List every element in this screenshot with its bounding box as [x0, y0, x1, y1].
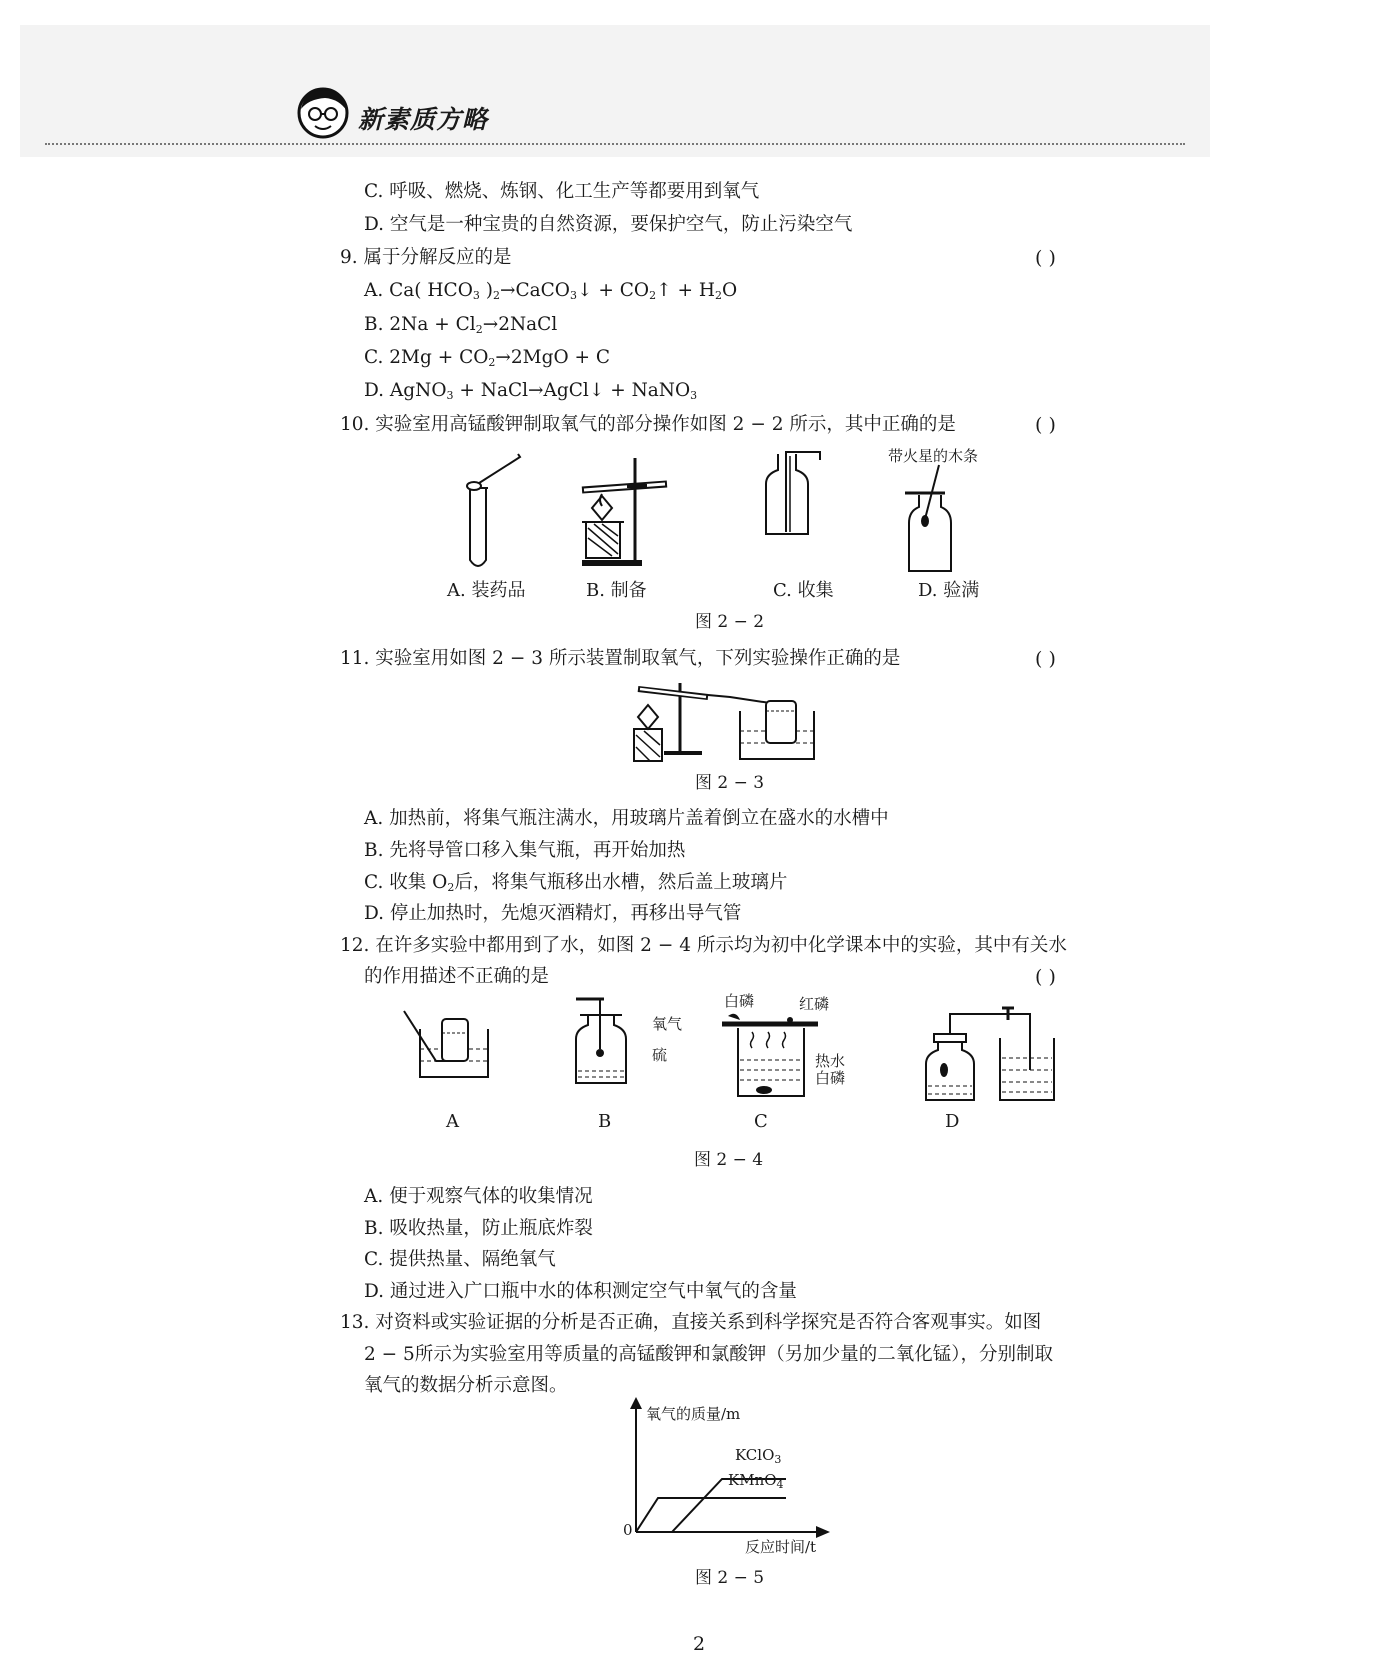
label-white-phosphorus-top: 白磷: [724, 992, 755, 1010]
fig22-label-a: A. 装药品: [447, 580, 526, 601]
q9-stem: 9. 属于分解反应的是: [340, 247, 512, 268]
y-axis-arrow: [630, 1397, 642, 1409]
q12-option-c: C. 提供热量、隔绝氧气: [364, 1249, 556, 1270]
q11-option-c: C. 收集 $O_2$后，将集气瓶移出水槽，然后盖上玻璃片: [364, 872, 788, 894]
gas-collection-bottle-figure: [760, 448, 830, 543]
page-number: 2: [693, 1633, 706, 1655]
fig24-label-d: D: [945, 1111, 960, 1132]
water-trough-figure: [400, 1005, 490, 1085]
label-oxygen: 氧气: [652, 1015, 683, 1033]
q9-option-c: C. $2Mg + CO_2\to 2MgO + C$: [364, 347, 611, 369]
phosphorus-combustion-figure: [722, 1012, 822, 1102]
heating-apparatus-figure: [572, 448, 702, 573]
brand-title: 新素质方略: [358, 105, 489, 134]
fig24-label-a: A: [446, 1111, 459, 1132]
q12-option-a: A. 便于观察气体的收集情况: [364, 1186, 593, 1207]
series-kclo3-label: KClO$_3$: [735, 1446, 782, 1466]
oxygen-prep-apparatus-figure: [630, 675, 820, 767]
q11-option-a: A. 加热前，将集气瓶注满水，用玻璃片盖着倒立在盛水的水槽中: [364, 808, 889, 829]
q8-option-c: C. 呼吸、燃烧、炼钢、化工生产等都要用到氧气: [364, 181, 760, 202]
q9-answer-paren[interactable]: ( ): [1035, 247, 1056, 269]
q9-option-d: D. AgNO$_3$ + NaCl→AgCl↓ + NaNO$_3$: [364, 380, 698, 402]
splint-label: 带火星的木条: [888, 447, 979, 465]
q11-option-d: D. 停止加热时，先熄灭酒精灯，再移出导气管: [364, 903, 742, 924]
fig22-label-c: C. 收集: [773, 580, 834, 601]
logo-face-icon: [295, 85, 351, 141]
q11-stem: 11. 实验室用如图 2 − 3 所示装置制取氧气，下列实验操作正确的是: [340, 648, 901, 669]
fig24-caption: 图 2 − 4: [694, 1150, 764, 1170]
series-kmno4-line: [636, 1498, 786, 1532]
test-tube-spatula-figure: [460, 448, 530, 573]
q10-answer-paren[interactable]: ( ): [1035, 414, 1056, 436]
q12-stem-line1: 12. 在许多实验中都用到了水，如图 2 − 4 所示均为初中化学课本中的实验，其中有关水: [340, 935, 1067, 956]
q11-option-b: B. 先将导管口移入集气瓶，再开始加热: [364, 840, 686, 861]
oxygen-content-apparatus-figure: [920, 1008, 1060, 1108]
q13-stem-line2: 2 − 5所示为实验室用等质量的高锰酸钾和氯酸钾（另加少量的二氧化锰），分别制取: [364, 1344, 1054, 1365]
q12-answer-paren[interactable]: ( ): [1035, 966, 1056, 988]
label-white-phosphorus-bottom: 白磷: [815, 1069, 846, 1087]
splint-test-bottle-figure: [905, 465, 975, 570]
header-divider: [45, 143, 1185, 145]
q11-answer-paren[interactable]: ( ): [1035, 648, 1056, 670]
q12-option-d: D. 通过进入广口瓶中水的体积测定空气中氧气的含量: [364, 1281, 797, 1302]
q13-stem-line1: 13. 对资料或实验证据的分析是否正确，直接关系到科学探究是否符合客观事实。如图: [340, 1312, 1042, 1333]
header-band: [20, 25, 1210, 157]
fig24-label-c: C: [754, 1111, 768, 1132]
q12-stem-line2: 的作用描述不正确的是: [364, 966, 550, 987]
chart-x-label: 反应时间/t: [745, 1538, 817, 1556]
fig22-caption: 图 2 − 2: [695, 612, 765, 632]
q9-option-b: B. $2Na + Cl_2\to 2NaCl$: [364, 314, 558, 336]
series-kmno4-label: KMnO$_4$: [728, 1471, 784, 1491]
fig22-label-b: B. 制备: [586, 580, 647, 601]
fig23-caption: 图 2 − 3: [695, 773, 765, 793]
label-hot-water: 热水: [815, 1052, 846, 1070]
fig24-label-b: B: [598, 1111, 612, 1132]
label-red-phosphorus: 红磷: [799, 995, 830, 1013]
q9-option-a: A. Ca( $HCO_3$ )$_2\to CaCO_3↓$ + $CO_2↑ + H_2O$: [364, 280, 738, 302]
sulfur-bottle-figure: [570, 995, 640, 1090]
q13-stem-line3: 氧气的数据分析示意图。: [364, 1375, 568, 1396]
chart-origin-label: 0: [623, 1521, 633, 1539]
q8-option-d: D. 空气是一种宝贵的自然资源，要保护空气，防止污染空气: [364, 214, 853, 235]
q12-option-b: B. 吸收热量，防止瓶底炸裂: [364, 1218, 593, 1239]
fig22-label-d: D. 验满: [918, 580, 980, 601]
q10-stem: 10. 实验室用高锰酸钾制取氧气的部分操作如图 2 − 2 所示，其中正确的是: [340, 414, 956, 435]
chart-y-label: 氧气的质量/m: [646, 1405, 741, 1423]
label-sulfur: 硫: [652, 1046, 668, 1064]
x-axis-arrow: [816, 1526, 830, 1538]
fig25-caption: 图 2 − 5: [695, 1568, 765, 1588]
